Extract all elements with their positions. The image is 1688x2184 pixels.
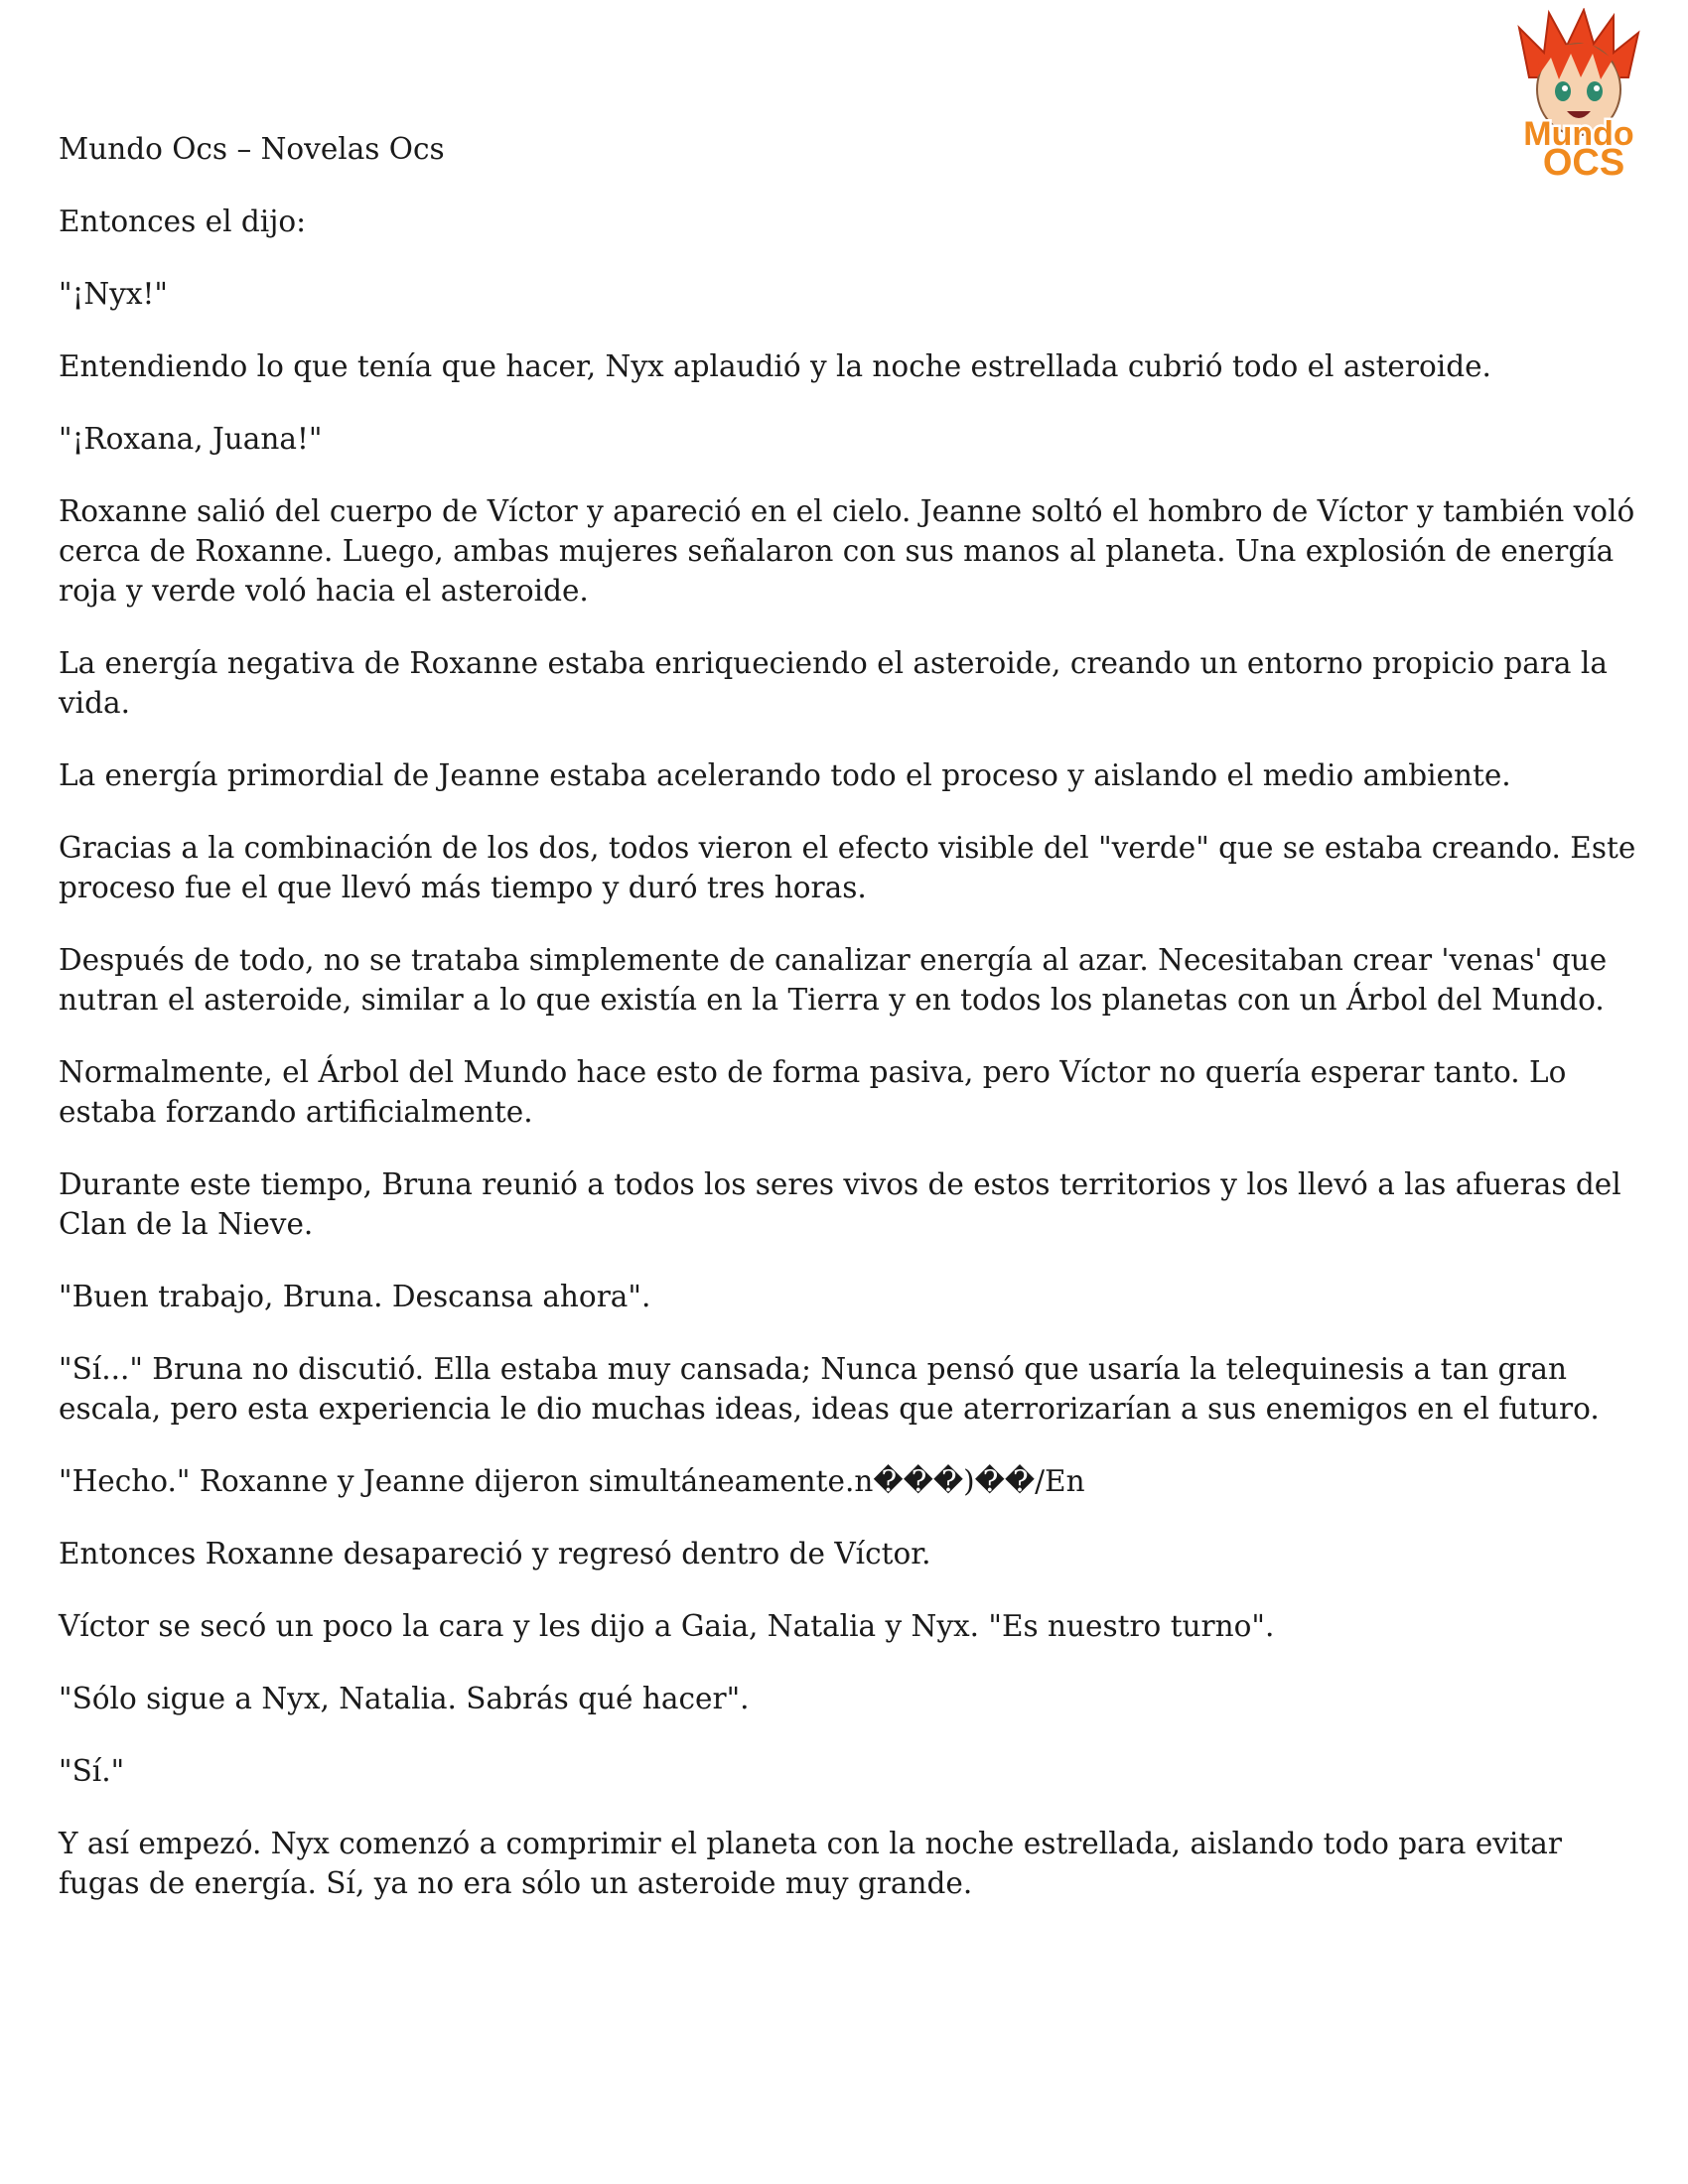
paragraph: La energía primordial de Jeanne estaba acelerando todo el proceso y aislando el medio ambiente. <box>59 758 1511 792</box>
paragraph: Entonces Roxanne desapareció y regresó dentro de Víctor. <box>59 1537 931 1570</box>
paragraph: "Buen trabajo, Bruna. Descansa ahora". <box>59 1280 651 1313</box>
paragraph: "¡Roxana, Juana!" <box>59 422 323 456</box>
paragraph: "Sólo sigue a Nyx, Natalia. Sabrás qué hacer". <box>59 1682 750 1715</box>
paragraph: "Sí." <box>59 1754 125 1788</box>
paragraph: Y así empezó. Nyx comenzó a comprimir el planeta con la noche estrellada, aislando todo para evitar fugas de energía. Sí, ya no era sólo un asteroide muy grande. <box>59 1827 1562 1900</box>
logo-text-line2: OCS <box>1542 142 1625 182</box>
logo-text-line1: Mundo <box>1523 115 1634 153</box>
paragraph: La energía negativa de Roxanne estaba enriqueciendo el asteroide, creando un entorno propicio para la vida. <box>59 646 1608 720</box>
site-title: Mundo Ocs – Novelas Ocs <box>59 132 445 166</box>
paragraph: Entendiendo lo que tenía que hacer, Nyx aplaudió y la noche estrellada cubrió todo el asteroide. <box>59 349 1491 383</box>
paragraph: Roxanne salió del cuerpo de Víctor y apareció en el cielo. Jeanne soltó el hombro de Víctor y también voló cerca de Roxanne. Luego, ambas mujeres señalaron con sus manos al planeta. Una explosión de energía roja y verde voló hacia el asteroide. <box>59 494 1635 608</box>
document-body <box>59 129 1647 1936</box>
paragraph: Durante este tiempo, Bruna reunió a todos los seres vivos de estos territorios y los llevó a las afueras del Clan de la Nieve. <box>59 1167 1621 1241</box>
paragraph: Entonces el dijo: <box>59 205 307 238</box>
paragraph: Normalmente, el Árbol del Mundo hace esto de forma pasiva, pero Víctor no quería esperar tanto. Lo estaba forzando artificialmente. <box>59 1055 1567 1129</box>
paragraph: "Hecho." Roxanne y Jeanne dijeron simultáneamente.n���)��/En <box>59 1464 1085 1498</box>
paragraph: Víctor se secó un poco la cara y les dijo a Gaia, Natalia y Nyx. "Es nuestro turno". <box>59 1609 1275 1643</box>
paragraph: Después de todo, no se trataba simplemente de canalizar energía al azar. Necesitaban crear 'venas' que nutran el asteroide, similar a lo que existía en la Tierra y en todos los planetas con un Árbol del Mundo. <box>59 943 1608 1017</box>
paragraph: Gracias a la combinación de los dos, todos vieron el efecto visible del "verde" que se estaba creando. Este proceso fue el que llevó más tiempo y duró tres horas. <box>59 831 1636 904</box>
paragraph: "¡Nyx!" <box>59 277 168 311</box>
paragraph: "Sí..." Bruna no discutió. Ella estaba muy cansada; Nunca pensó que usaría la telequinesis a tan gran escala, pero esta experiencia le dio muchas ideas, ideas que aterrorizarían a sus enemigos en el futuro. <box>59 1352 1600 1426</box>
